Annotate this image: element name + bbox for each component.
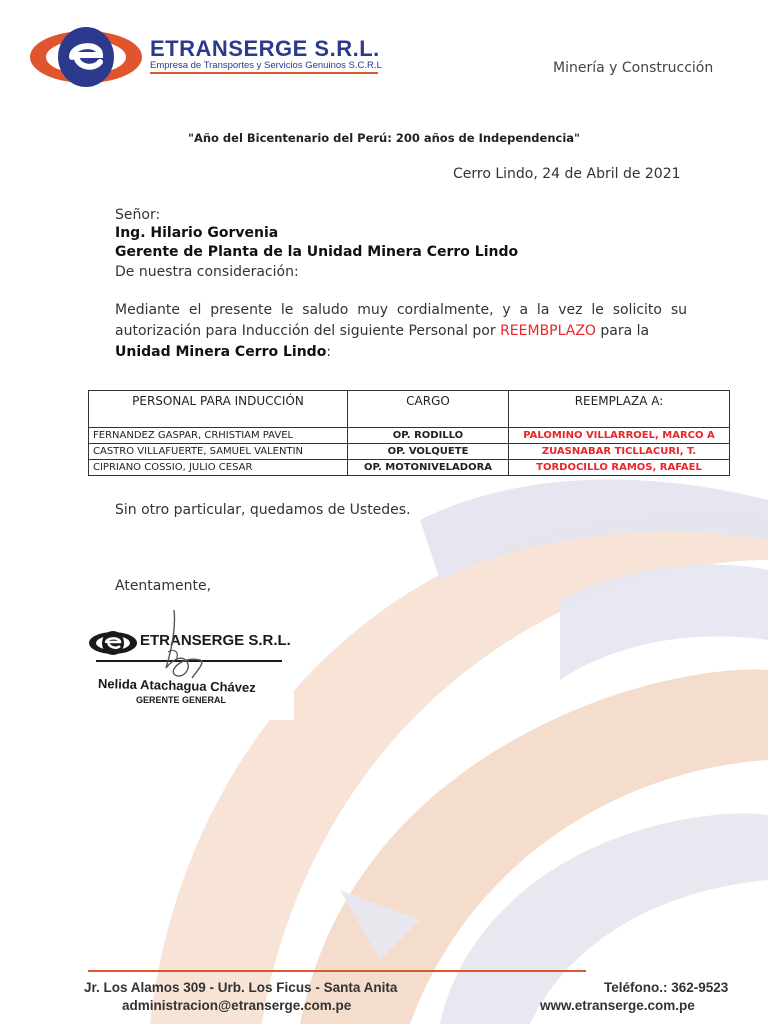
stamp-signer: Nelida Atachagua Chávez bbox=[97, 675, 256, 696]
column-header: CARGO bbox=[348, 391, 509, 428]
replaces-name: ZUASNABAR TICLLACURI, T. bbox=[509, 444, 730, 460]
regards-line: De nuestra consideración: bbox=[115, 264, 299, 280]
table-header-row bbox=[89, 391, 730, 428]
stamp-company: ETRANSERGE S.R.L. bbox=[140, 632, 291, 649]
column-header: REEMPLAZA A: bbox=[509, 391, 730, 428]
signoff-line: Atentamente, bbox=[115, 578, 212, 594]
closing-line: Sin otro particular, quedamos de Ustedes. bbox=[115, 502, 411, 518]
unit-name: Unidad Minera Cerro Lindo bbox=[115, 344, 327, 360]
footer-address: Jr. Los Alamos 309 - Urb. Los Ficus - Santa Anita bbox=[84, 980, 398, 995]
replaces-name: TORDOCILLO RAMOS, RAFAEL bbox=[509, 460, 730, 476]
personnel-name: FERNANDEZ GASPAR, CRHISTIAM PAVEL bbox=[89, 428, 348, 444]
company-sector: Minería y Construcción bbox=[553, 60, 714, 76]
recipient-position: Gerente de Planta de la Unidad Minera Cerro Lindo bbox=[115, 244, 519, 260]
personnel-role: OP. MOTONIVELADORA bbox=[348, 460, 509, 476]
table-row bbox=[89, 460, 730, 476]
body-text-before: Mediante el presente le saludo muy cordialmente, y a la vez le solicito su autorización para Inducción del siguiente Personal por bbox=[115, 302, 687, 339]
induction-table bbox=[88, 390, 730, 476]
personnel-role: OP. VOLQUETE bbox=[348, 444, 509, 460]
company-name: ETRANSERGE S.R.L. bbox=[150, 36, 380, 61]
stamp-role: GERENTE GENERAL bbox=[136, 695, 227, 705]
footer-website[interactable]: www.etranserge.com.pe bbox=[540, 998, 695, 1013]
year-motto: "Año del Bicentenario del Perú: 200 años de Independencia" bbox=[187, 131, 581, 145]
signature-stamp bbox=[84, 602, 294, 720]
stamp-logo-icon bbox=[88, 630, 138, 656]
personnel-role: OP. RODILLO bbox=[348, 428, 509, 444]
body-paragraph bbox=[115, 300, 687, 363]
footer-email[interactable]: administracion@etranserge.com.pe bbox=[122, 998, 352, 1013]
personnel-name: CASTRO VILLAFUERTE, SAMUEL VALENTIN bbox=[89, 444, 348, 460]
reason-highlight: REEMBPLAZO bbox=[500, 323, 596, 339]
unit-suffix: : bbox=[326, 344, 332, 360]
table-row bbox=[89, 428, 730, 444]
body-text-after: para la bbox=[600, 323, 650, 339]
table-row bbox=[89, 444, 730, 460]
personnel-name: CIPRIANO COSSIO, JULIO CESAR bbox=[89, 460, 348, 476]
footer-divider bbox=[88, 970, 586, 972]
tagline-divider bbox=[150, 72, 378, 74]
company-logo-icon bbox=[28, 24, 144, 90]
recipient-name: Ing. Hilario Gorvenia bbox=[115, 225, 279, 241]
company-tagline: Empresa de Transportes y Servicios Genuinos S.C.R.L bbox=[150, 60, 382, 71]
handwritten-signature bbox=[144, 608, 224, 686]
salutation: Señor: bbox=[115, 207, 161, 223]
footer-phone: Teléfono.: 362-9523 bbox=[604, 980, 729, 995]
column-header: PERSONAL PARA INDUCCIÓN bbox=[89, 391, 348, 428]
letter-date: Cerro Lindo, 24 de Abril de 2021 bbox=[453, 166, 681, 182]
replaces-name: PALOMINO VILLARROEL, MARCO A bbox=[509, 428, 730, 444]
